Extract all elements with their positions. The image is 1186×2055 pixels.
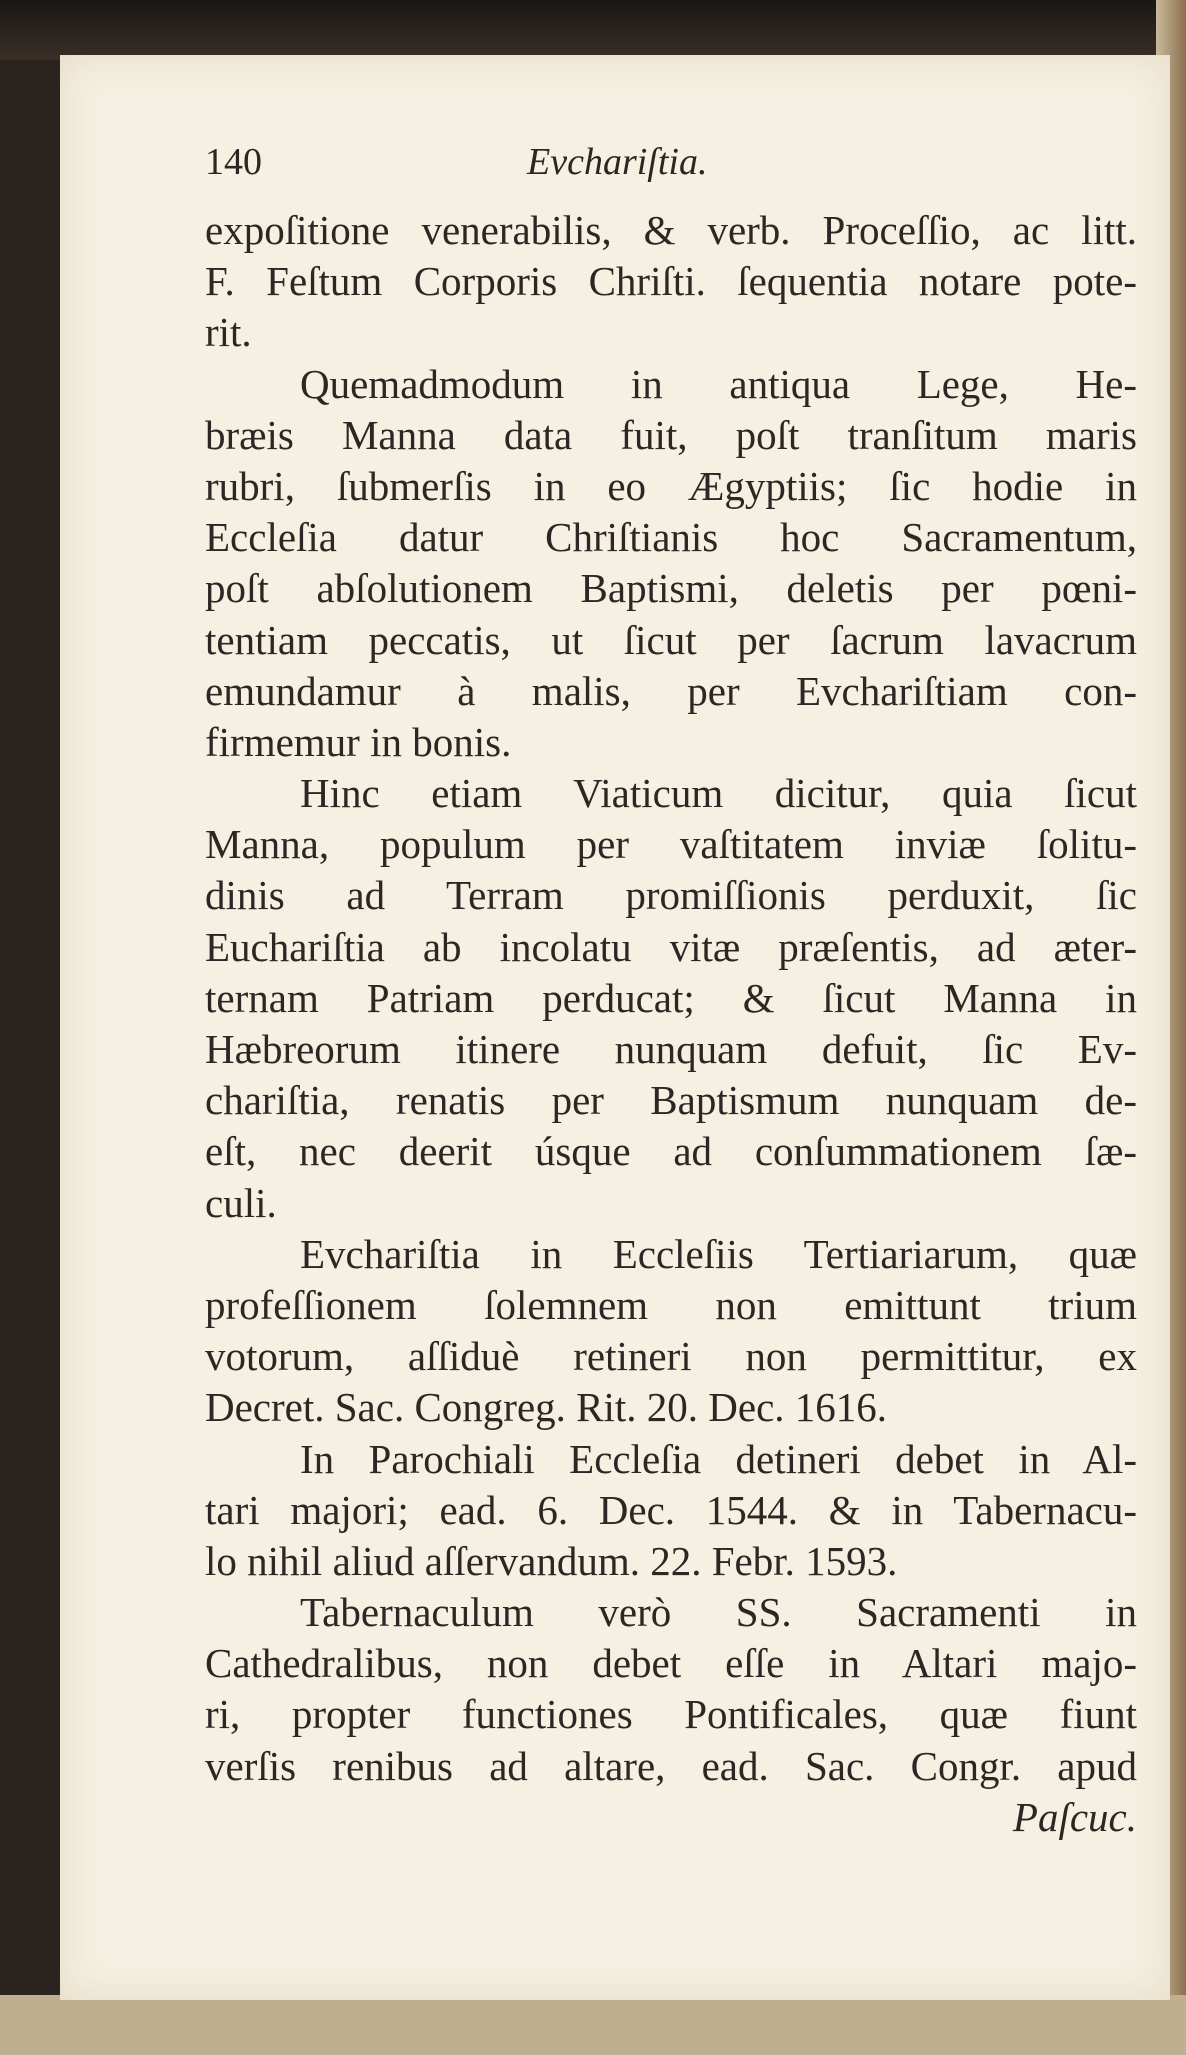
page-body	[205, 205, 1137, 1843]
text-line: F. Feſtum Corporis Chriſti. ſequentia notare pote-	[205, 258, 1137, 305]
text-line: Eccleſia datur Chriſtianis hoc Sacramentum,	[205, 514, 1137, 561]
text-line: verſis renibus ad altare, ead. Sac. Congr. apud	[205, 1742, 1137, 1789]
text-line: lo nihil aliud aſſervandum. 22. Febr. 1593.	[205, 1537, 898, 1584]
text-line: emundamur à malis, per Evchariſtiam con-	[205, 667, 1137, 714]
text-line: poſt abſolutionem Baptismi, deletis per pœni-	[205, 565, 1137, 612]
text-line: Manna, populum per vaſtitatem inviæ ſolitu-	[205, 821, 1137, 868]
text-line: eſt, nec deerit úsque ad conſummationem ſæ-	[205, 1128, 1137, 1175]
text-line: bræis Manna data fuit, poſt tranſitum maris	[205, 411, 1137, 458]
paragraph-start-line: Quemadmodum in antiqua Lege, He-	[300, 360, 1137, 407]
paragraph-start-line: Hinc etiam Viaticum dicitur, quia ſicut	[300, 770, 1137, 817]
text-line: profeſſionem ſolemnem non emittunt trium	[205, 1281, 1137, 1328]
background-bottom	[0, 1995, 1186, 2055]
text-line: Euchariſtia ab incolatu vitæ præſentis, ad æter-	[205, 923, 1137, 970]
text-line: Decret. Sac. Congreg. Rit. 20. Dec. 1616.	[205, 1384, 888, 1431]
text-line: chariſtia, renatis per Baptismum nunquam de-	[205, 1077, 1137, 1124]
text-line: Hæbreorum itinere nunquam defuit, ſic Ev-	[205, 1026, 1137, 1072]
text-line: expoſitione venerabilis, & verb. Proceſſio, ac litt.	[205, 207, 1137, 253]
text-line: rubri, ſubmerſis in eo Ægyptiis; ſic hodie in	[205, 462, 1137, 509]
text-line: firmemur in bonis.	[205, 718, 512, 765]
background-top	[0, 0, 1186, 60]
paragraph-start-line: Tabernaculum verò SS. Sacramenti in	[300, 1589, 1137, 1636]
page-header	[205, 140, 1135, 196]
catchword: Paſcuc.	[1012, 1793, 1137, 1840]
text-line: tari majori; ead. 6. Dec. 1544. & in Tabernacu-	[205, 1486, 1137, 1533]
page-number: 140	[205, 141, 262, 183]
text-line: culi.	[205, 1179, 277, 1226]
text-line: tentiam peccatis, ut ſicut per ſacrum lavacrum	[205, 616, 1137, 663]
paragraph-start-line: In Parochiali Eccleſia detineri debet in Al-	[300, 1435, 1137, 1482]
text-line: votorum, aſſiduè retineri non permittitur, ex	[205, 1333, 1137, 1380]
text-line: ri, propter functiones Pontificales, quæ fiunt	[205, 1691, 1137, 1738]
text-line: dinis ad Terram promiſſionis perduxit, ſic	[205, 872, 1137, 919]
paragraph-start-line: Evchariſtia in Eccleſiis Tertiariarum, quæ	[300, 1230, 1137, 1277]
text-line: rit.	[205, 309, 252, 356]
text-line: ternam Patriam perducat; & ſicut Manna in	[205, 974, 1137, 1021]
running-head: Evchariſtia.	[527, 141, 708, 183]
text-line: Cathedralibus, non debet eſſe in Altari majo-	[205, 1640, 1137, 1687]
